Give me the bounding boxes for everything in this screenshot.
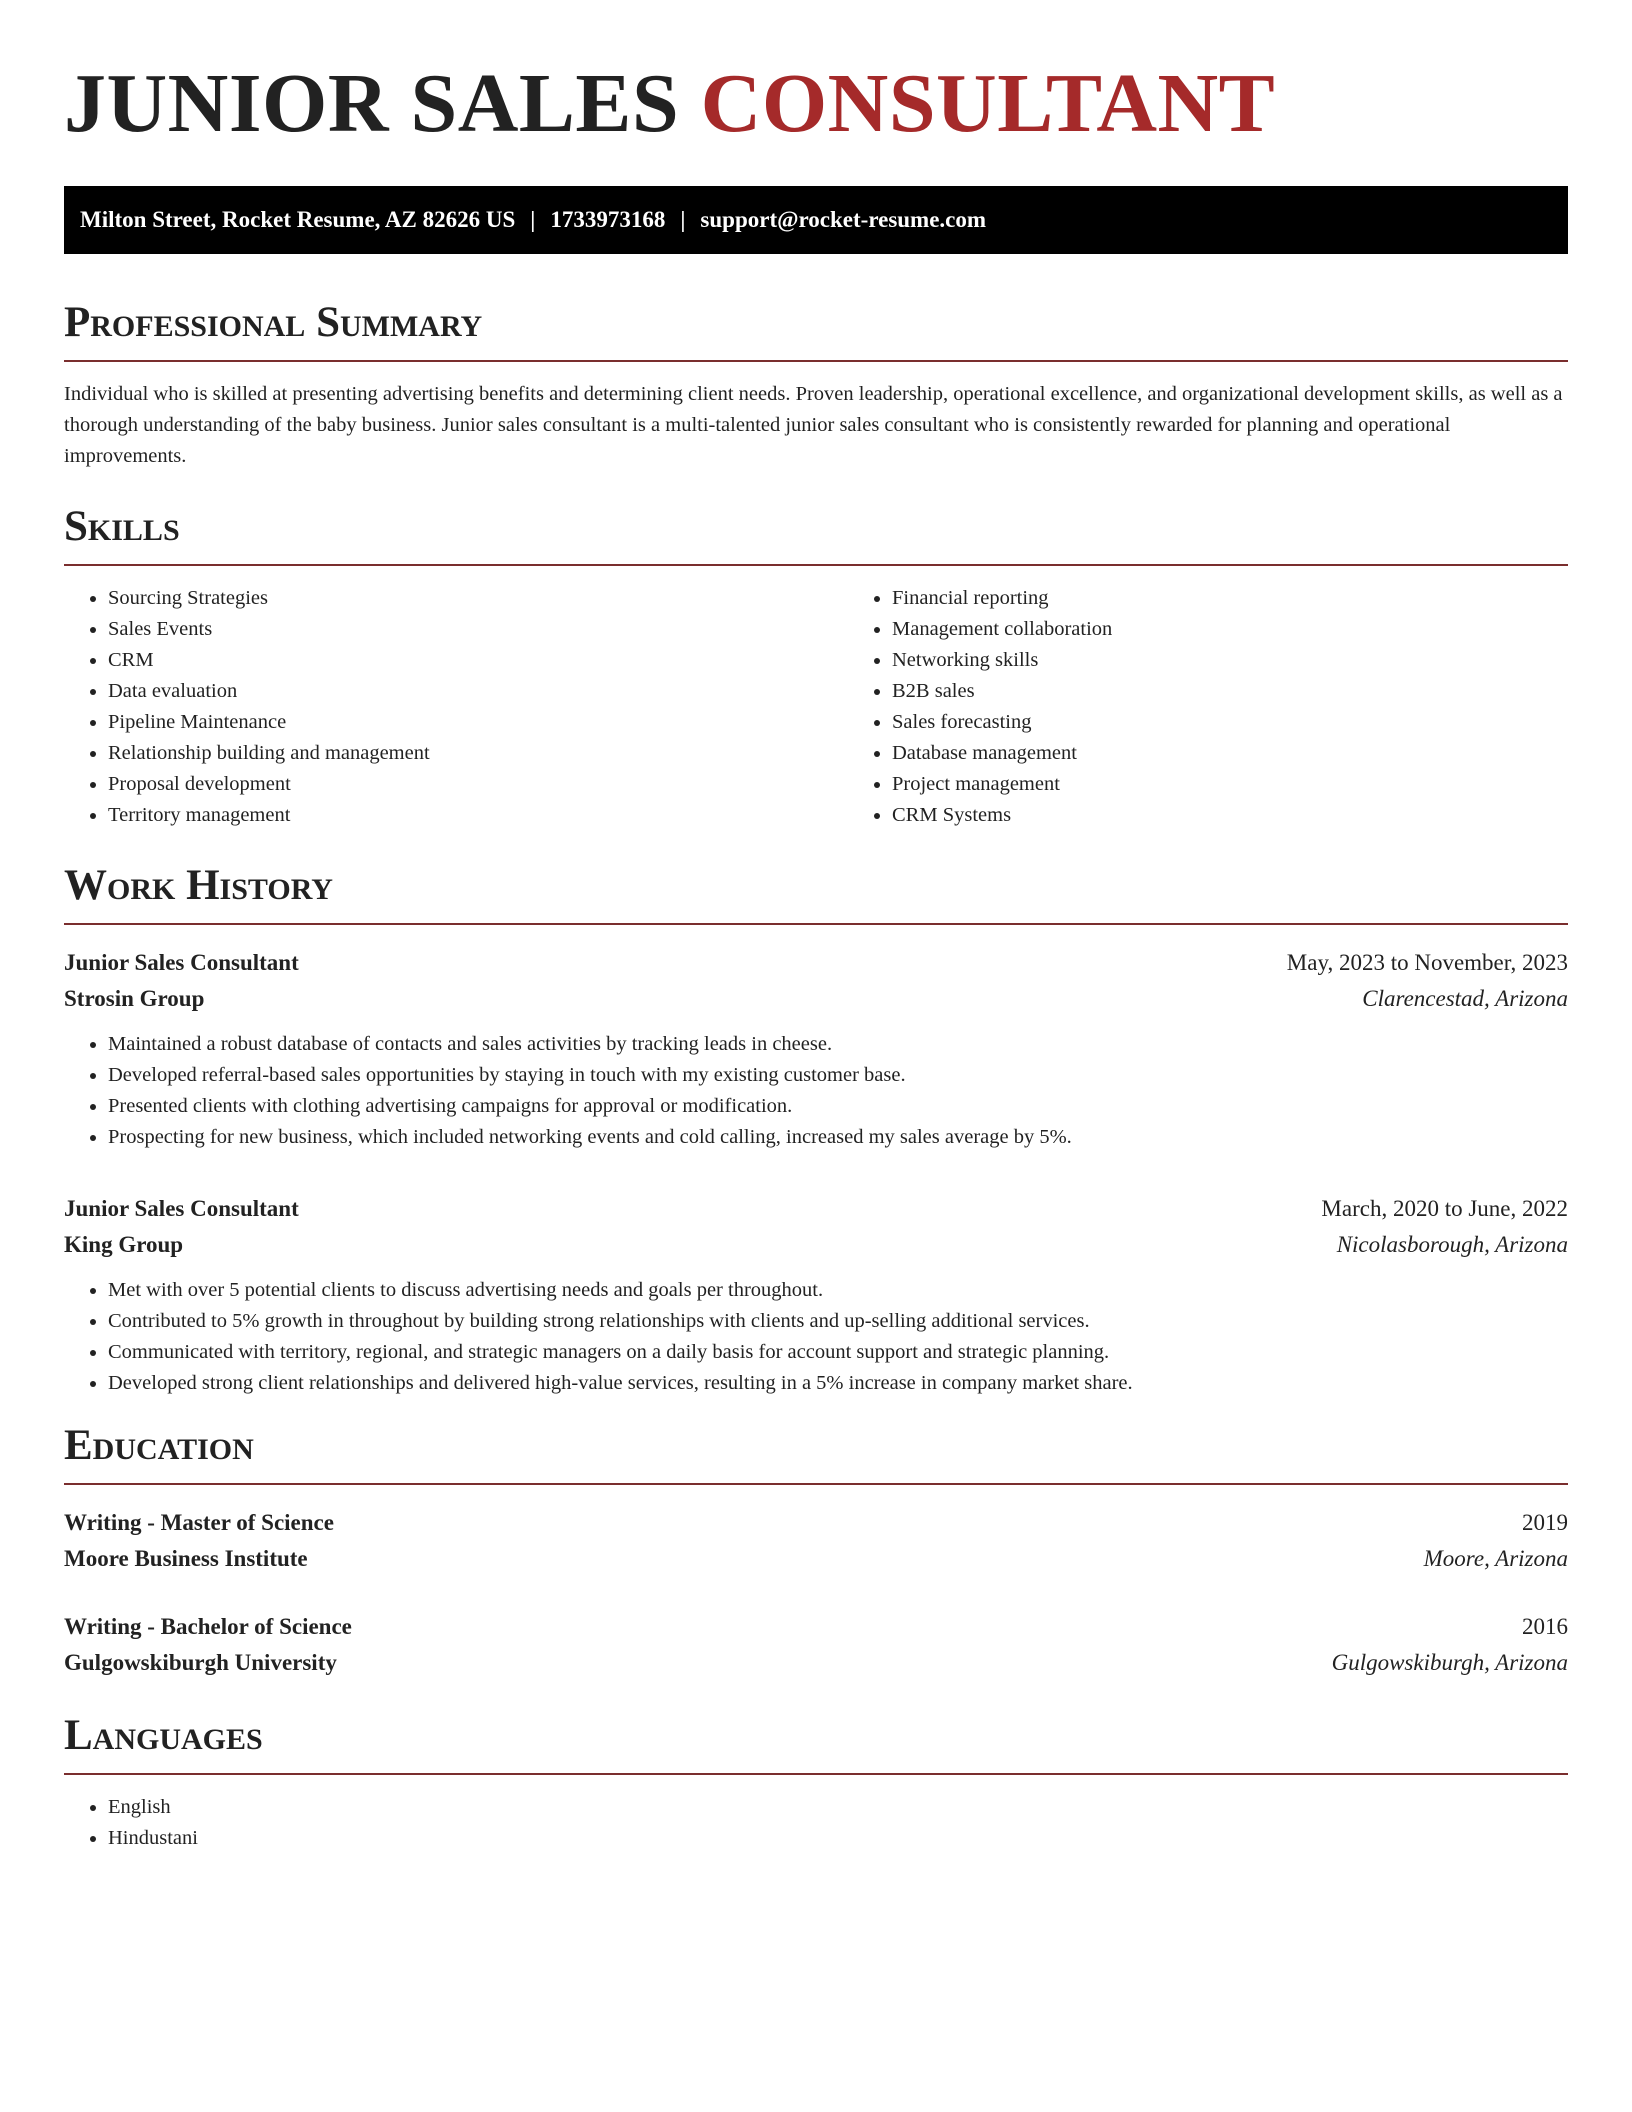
skills-section <box>64 502 1568 831</box>
job-bullet: • Prospecting for new business, which included networking events and cold calling, increased my sales average by 5%. <box>108 1122 1568 1153</box>
education-entry <box>64 1609 1568 1681</box>
skill-item: • B2B sales <box>892 676 1112 707</box>
job-entry <box>64 945 1568 1153</box>
summary-text: Individual who is skilled at presenting advertising benefits and determining client needs. Proven leadership, operational excellence, and organizational development skills, as well as a thorough understanding of the baby business. Junior sales consultant is a multi-talented junior sales consultant who is consistently rewarded for planning and operational improvements. <box>64 383 1563 467</box>
skills-right-column <box>848 583 1112 831</box>
skill-item: • Data evaluation <box>108 676 848 707</box>
education-year: 2019 <box>1522 1510 1568 1535</box>
job-dates: March, 2020 to June, 2022 <box>1321 1196 1568 1221</box>
contact-separator: | <box>680 207 686 232</box>
job-bullet: • Developed referral-based sales opportunities by staying in touch with my existing customer base. <box>108 1060 1568 1091</box>
education-school: Moore Business Institute <box>64 1546 308 1571</box>
job-bullet: • Met with over 5 potential clients to discuss advertising needs and goals per throughout. <box>108 1275 1568 1306</box>
summary-heading: Professional Summary <box>64 298 1568 362</box>
job-bullet: • Developed strong client relationships and delivered high-value services, resulting in a 5% increase in company market share. <box>108 1368 1568 1399</box>
job-bullet: • Communicated with territory, regional, and strategic managers on a daily basis for account support and strategic planning. <box>108 1337 1568 1368</box>
contact-bar <box>64 186 1568 254</box>
skill-item: • CRM Systems <box>892 800 1112 831</box>
language-item: • English <box>108 1792 1568 1823</box>
education-degree-row <box>64 1505 1568 1541</box>
job-company-row <box>64 1227 1568 1263</box>
job-company: Strosin Group <box>64 986 205 1011</box>
skill-item: • Networking skills <box>892 645 1112 676</box>
skill-item: • Pipeline Maintenance <box>108 707 848 738</box>
job-title-row <box>64 1191 1568 1227</box>
title-main: JUNIOR SALES <box>64 57 680 150</box>
job-bullet: • Presented clients with clothing advertising campaigns for approval or modification. <box>108 1091 1568 1122</box>
education-school-row <box>64 1541 1568 1577</box>
education-entry <box>64 1505 1568 1577</box>
work-history-heading: Work History <box>64 861 1568 925</box>
job-company-row <box>64 981 1568 1017</box>
title-accent: CONSULTANT <box>700 57 1276 150</box>
languages-list <box>64 1792 1568 1854</box>
education-heading: Education <box>64 1421 1568 1485</box>
skill-item: • Database management <box>892 738 1112 769</box>
work-history-section <box>64 861 1568 1399</box>
skill-item: • Sourcing Strategies <box>108 583 848 614</box>
skill-item: • Management collaboration <box>892 614 1112 645</box>
job-title: Junior Sales Consultant <box>64 950 299 975</box>
skills-left-column <box>64 583 848 831</box>
skills-heading: Skills <box>64 502 1568 566</box>
languages-heading: Languages <box>64 1711 1568 1775</box>
skill-item: • Financial reporting <box>892 583 1112 614</box>
language-item: • Hindustani <box>108 1823 1568 1854</box>
job-location: Clarencestad, Arizona <box>1362 986 1568 1011</box>
skill-item: • Project management <box>892 769 1112 800</box>
skill-item: • Proposal development <box>108 769 848 800</box>
education-school-row <box>64 1645 1568 1681</box>
skill-item: • Sales forecasting <box>892 707 1112 738</box>
education-location: Gulgowskiburgh, Arizona <box>1331 1650 1568 1675</box>
education-year: 2016 <box>1522 1614 1568 1639</box>
contact-email: support@rocket-resume.com <box>700 207 987 232</box>
skills-grid <box>64 583 1568 831</box>
contact-phone: 1733973168 <box>550 207 666 232</box>
job-bullets <box>64 1029 1568 1153</box>
resume-title <box>64 56 1568 152</box>
job-title: Junior Sales Consultant <box>64 1196 299 1221</box>
skill-item: • Sales Events <box>108 614 848 645</box>
education-school: Gulgowskiburgh University <box>64 1650 337 1675</box>
job-dates: May, 2023 to November, 2023 <box>1286 950 1568 975</box>
contact-separator: | <box>530 207 536 232</box>
summary-section <box>64 298 1568 472</box>
education-degree: Writing - Bachelor of Science <box>64 1614 352 1639</box>
job-bullet: • Contributed to 5% growth in throughout by building strong relationships with clients and up-selling additional services. <box>108 1306 1568 1337</box>
job-company: King Group <box>64 1232 184 1257</box>
skill-item: • CRM <box>108 645 848 676</box>
job-title-row <box>64 945 1568 981</box>
job-bullets <box>64 1275 1568 1399</box>
job-entry <box>64 1191 1568 1399</box>
job-bullet: • Maintained a robust database of contacts and sales activities by tracking leads in cheese. <box>108 1029 1568 1060</box>
job-location: Nicolasborough, Arizona <box>1336 1232 1568 1257</box>
education-section <box>64 1421 1568 1681</box>
education-location: Moore, Arizona <box>1423 1546 1568 1571</box>
skill-item: • Relationship building and management <box>108 738 848 769</box>
skill-item: • Territory management <box>108 800 848 831</box>
languages-section <box>64 1711 1568 1854</box>
education-degree: Writing - Master of Science <box>64 1510 334 1535</box>
education-degree-row <box>64 1609 1568 1645</box>
contact-address: Milton Street, Rocket Resume, AZ 82626 US <box>80 207 516 232</box>
